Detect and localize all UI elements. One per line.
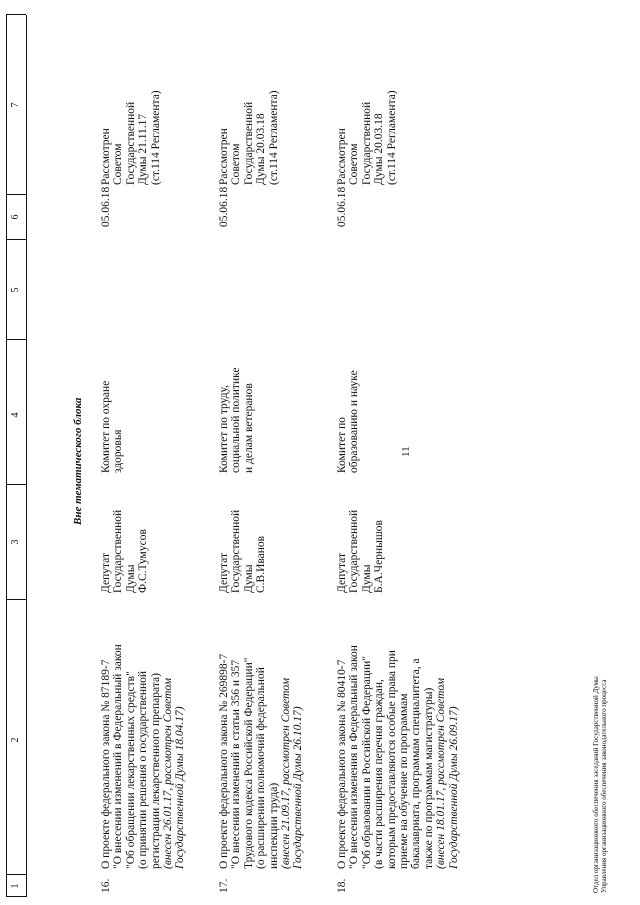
status-line: Государственной [360,101,373,185]
status-line: Советом [230,143,243,185]
column-number-3: 3 [10,539,21,545]
bill-line: "Об образовании в Российской Федерации" [360,656,373,869]
author-line: Думы [360,564,373,593]
bill-line: инспекции труда) [267,782,280,869]
section-title: Вне тематического блока [72,397,84,525]
status [218,90,280,185]
bill-line: "О внесении изменений в Федеральный закон [112,644,125,869]
committee-line: Комитет по труду, [218,385,230,473]
bill-author [336,510,386,593]
column-number-1: 1 [10,883,21,889]
author-line: Думы [242,564,255,593]
author-line: Б.А.Чернышов [373,520,386,593]
status-line: (ст.114 Регламента) [149,90,162,185]
header-divider [6,194,26,195]
status-line: Советом [112,143,125,185]
bill-line: "О внесении изменения в Федеральный закон [348,645,361,869]
status [100,90,162,185]
status-line: (ст.114 Регламента) [267,90,280,185]
footer-line: Отдел организационного обеспечения заседаний Государственной Думы [592,676,600,893]
row-number: 16. [100,878,112,893]
committee-line: Комитет по [336,417,348,473]
author-line: Депутат [336,553,348,593]
bill-note: Государственной Думы 26.09.17) [447,706,460,869]
committee-line: образованию и науке [348,370,361,473]
author-line: Депутат [100,553,112,593]
status-line: Государственной [242,101,255,185]
status-line: Рассмотрен [336,128,348,185]
header-divider [6,599,26,600]
committee-line: Комитет по охране [100,380,112,473]
bill-line: (о принятии решения о государственной [137,670,150,869]
date: 05.06.18 [336,186,348,227]
author-line: Государственной [230,509,243,593]
column-number-2: 2 [10,737,21,743]
header-divider [6,239,26,240]
header-divider [6,874,26,875]
column-number-7: 7 [10,102,21,108]
status-line: Рассмотрен [218,128,230,185]
bill-note: (внесен 26.01.17, рассмотрен Советом [162,677,175,869]
date: 05.06.18 [100,186,112,227]
committee [100,381,125,473]
bill-line: которым предоставляются особые права при [385,650,398,869]
column-number-5: 5 [10,287,21,293]
committee [336,370,361,473]
column-number-4: 4 [10,412,21,418]
committee-line: и делам ветеранов [242,383,255,473]
header-divider [6,14,26,15]
bill-line: бакалавриата, программам специалитета, а [410,658,423,869]
bill-line: О проекте федерального закона № 87189-7 [100,659,112,869]
page-number: 11 [400,446,412,457]
date: 05.06.18 [218,186,230,227]
committee [218,367,255,473]
header-divider [6,339,26,340]
bill-line: Трудового кодекса Российской Федерации" [242,657,255,869]
author-line: Думы [124,564,137,593]
bill-description [218,654,305,869]
bill-note: (внесен 21.09.17, рассмотрен Советом [280,677,293,869]
bill-note: Государственной Думы 26.10.17) [292,706,305,869]
author-line: Депутат [218,553,230,593]
status [336,90,398,185]
bill-line: О проекте федерального закона № 80410-7 [336,659,348,869]
bill-line: О проекте федерального закона № 269898-7 [218,653,230,869]
bill-author [218,510,268,593]
bill-line: "Об обращении лекарственных средств" [124,671,137,869]
bill-author [100,510,150,593]
status-line: Думы 20.03.18 [373,113,386,185]
status-line: Думы 21.11.17 [137,113,150,185]
header-divider [6,896,26,897]
status-line: Советом [348,143,361,185]
committee-line: здоровья [112,429,125,473]
row-number: 17. [218,878,230,893]
author-line: Ф.С.Тумусов [137,529,150,593]
bill-line: приеме на обучение по программам [398,693,411,869]
bill-line: регистрации лекарственного препарата) [149,673,162,869]
footer [592,676,608,893]
status-line: (ст.114 Регламента) [385,90,398,185]
header-bottom-line [26,15,27,897]
bill-line: (о расширении полномочий федеральной [255,667,268,869]
author-line: Государственной [112,509,125,593]
bill-line: (в части расширения перечня граждан, [373,679,386,869]
bill-note: (внесен 18.01.17, рассмотрен Советом [435,677,448,869]
bill-description [336,645,460,869]
row-number: 18. [336,878,348,893]
status-line: Думы 20.03.18 [255,113,268,185]
bill-line: "О внесении изменений в статьи 356 и 357 [230,659,243,869]
status-line: Рассмотрен [100,128,112,185]
bill-line: также по программам магистратуры) [422,687,435,869]
author-line: С.В.Иванов [255,535,268,593]
author-line: Государственной [348,509,361,593]
bill-description [100,644,187,869]
header-top-line [6,15,7,897]
bill-note: Государственной Думы 18.04.17) [174,706,187,869]
footer-line: Управления организационного обеспечения законодательного процесса [600,679,608,893]
column-number-6: 6 [10,214,21,220]
status-line: Государственной [124,101,137,185]
committee-line: социальной политике [230,367,243,473]
header-divider [6,484,26,485]
